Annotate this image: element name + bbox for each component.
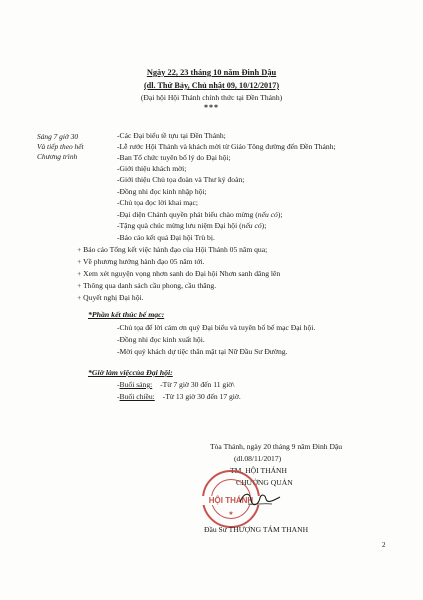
program-item: -Đại diện Chánh quyền phát biểu chào mừng (nếu có); xyxy=(117,210,283,219)
closing-item: -Mời quý khách dự tiệc thân mật tại Nữ Đầu Sư Đường. xyxy=(117,347,288,356)
closing-item: -Đồng nhi đọc kinh xuất hội. xyxy=(117,335,205,344)
dl-date-heading: (dl. Thứ Bảy, Chủ nhật 09, 10/12/2017) xyxy=(143,81,280,90)
program-item: -Giới thiệu Chủ tọa đoàn và Thư ký đoàn; xyxy=(117,175,245,184)
signer-role: CHƯỞNG QUẢN xyxy=(236,478,293,487)
separator-stars: *** xyxy=(204,103,219,112)
signer-organization: TM. HỘI THÁNH xyxy=(230,466,288,475)
seal-text: HỘI THÁNH xyxy=(198,496,264,505)
program-item: -Báo cáo kết quả Đại hội Trù bị. xyxy=(117,233,215,242)
program-item: -Giới thiệu khách mời; xyxy=(117,164,187,173)
continue-note: Và tiếp theo hết xyxy=(37,142,84,151)
subtitle: (Đại hội Hội Thánh chính thức tại Đền Thánh) xyxy=(140,93,283,102)
program-note: Chương trình xyxy=(37,152,78,161)
afternoon-label: Buổi chiều: xyxy=(119,392,155,401)
morning-label: Buổi sáng: xyxy=(119,380,153,389)
agenda-item: + Thông qua danh sách cầu phong, cầu thăng. xyxy=(77,281,217,290)
agenda-item: + Báo cáo Tổng kết việc hành đạo của Hội Thánh 05 năm qua; xyxy=(77,245,268,254)
program-item: -Tặng quà chúc mừng lưu niệm Đại hội (nếu có); xyxy=(117,221,267,230)
signer-name: Đầu Sư THƯỢNG TÁM THANH xyxy=(204,525,309,534)
place-date: Tòa Thánh, ngày 20 tháng 9 năm Đinh Dậu xyxy=(210,442,343,451)
afternoon-hours: -Buổi chiều: -Từ 13 giờ 30 đến 17 giờ. xyxy=(117,392,241,401)
handwritten-signature xyxy=(238,488,282,510)
agenda-item: + Về phương hướng hành đạo 05 năm tới. xyxy=(77,257,205,266)
agenda-item: + Quyết nghị Đại hội. xyxy=(77,293,144,302)
hours-section-title: *Giờ làm việccủa Đại hội: xyxy=(88,368,173,377)
afternoon-value: -Từ 13 giờ 30 đến 17 giờ. xyxy=(162,392,241,401)
morning-value: -Từ 7 giờ 30 đến 11 giờ\ xyxy=(160,380,235,389)
time-note: Sáng 7 giờ 30 xyxy=(37,132,79,141)
date-heading: Ngày 22, 23 tháng 10 năm Đinh Dậu xyxy=(146,68,277,77)
agenda-item: + Xem xét nguyện vọng nhơn sanh do Đại hội Nhơn sanh dâng lên xyxy=(77,269,281,278)
page-number: 2 xyxy=(382,541,386,549)
program-item: -Ban Tổ chức tuyên bố lý do Đại hội; xyxy=(117,153,231,162)
dl-date: (dl.08/11/2017) xyxy=(234,454,282,463)
closing-section-title: *Phần kết thúc bế mạc: xyxy=(88,310,165,319)
official-seal: HỘI THÁNH ★ xyxy=(202,470,260,528)
program-item: -Các Đại biểu tề tựu tại Đền Thánh; xyxy=(117,131,226,140)
closing-item: -Chủ tọa để lời cảm ơn quý Đại biểu và tuyên bố bế mạc Đại hội. xyxy=(117,323,316,332)
program-item: -Đồng nhi đọc kinh nhập hội; xyxy=(117,187,207,196)
program-item: -Lễ rước Hội Thánh và khách mời từ Giáo Tông đường đến Đền Thánh; xyxy=(117,142,336,151)
program-item: -Chủ tọa đọc lời khai mạc; xyxy=(117,198,198,207)
morning-hours: -Buổi sáng: -Từ 7 giờ 30 đến 11 giờ\ xyxy=(117,380,235,389)
